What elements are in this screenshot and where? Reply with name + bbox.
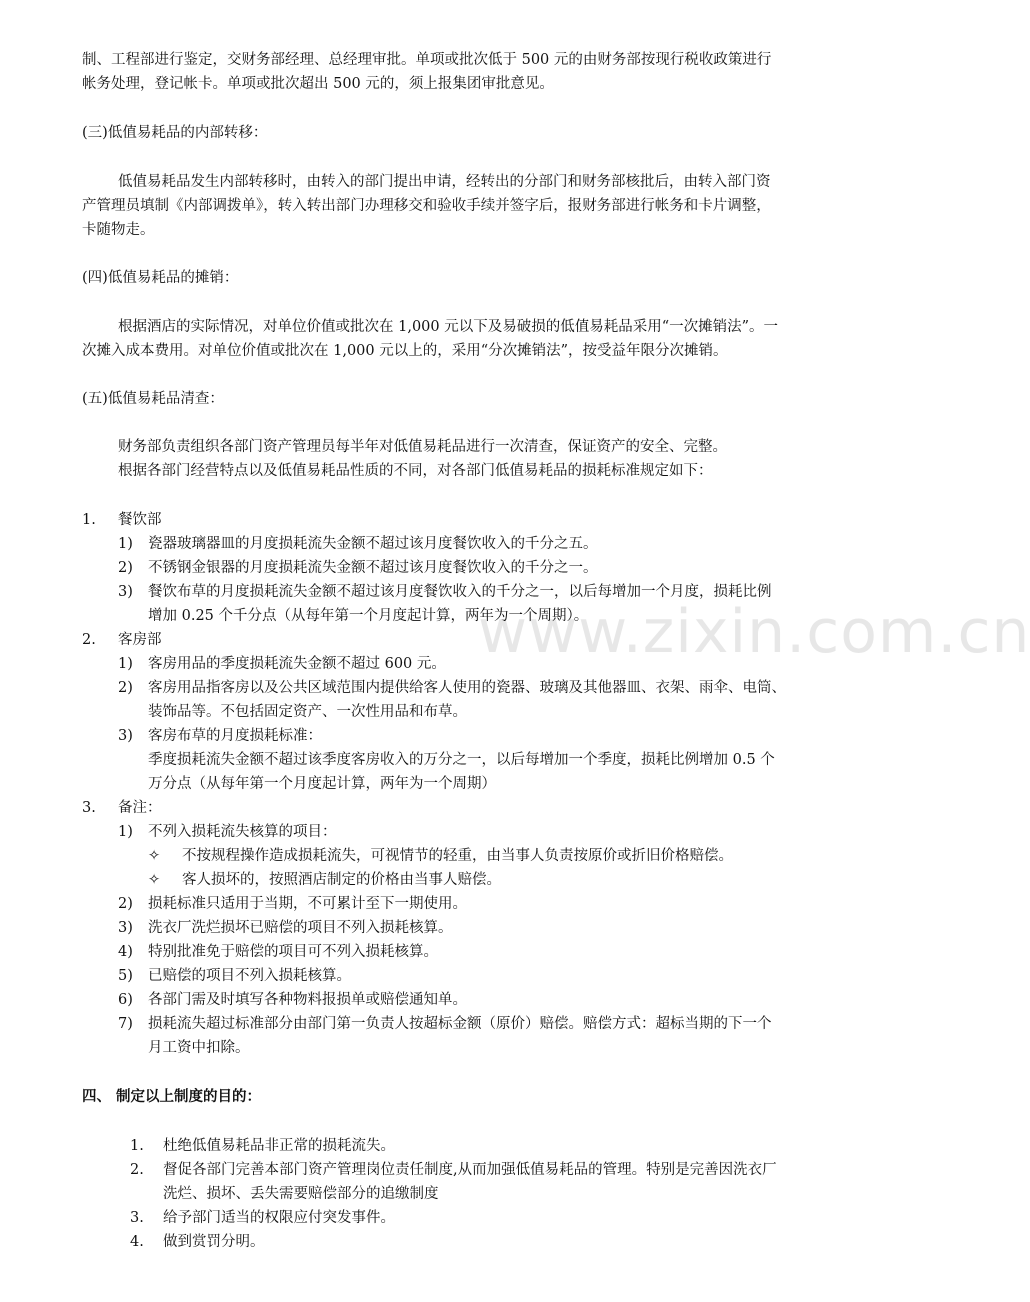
purpose-number: 3. <box>130 1210 144 1226</box>
sub-item-text: 瓷器玻璃器皿的月度损耗流失金额不超过该月度餐饮收入的千分之五。 <box>148 536 598 552</box>
section-3-heading: (三)低值易耗品的内部转移： <box>82 125 268 141</box>
sub-item-text: 客房用品的季度损耗流失金额不超过 600 元。 <box>148 656 446 672</box>
purpose-item: 给予部门适当的权限应付突发事件。 <box>163 1210 395 1226</box>
bullet-text: 客人损坏的，按照酒店制定的价格由当事人赔偿。 <box>182 872 501 888</box>
sub-item-text: 不锈钢金银器的月度损耗流失金额不超过该月度餐饮收入的千分之一。 <box>148 560 598 576</box>
sub-item-text: 客房布草的月度损耗标准： <box>148 728 322 744</box>
section-four-heading: 四、 制定以上制度的目的： <box>82 1088 262 1105</box>
sub-item-number: 7) <box>118 1016 133 1032</box>
sub-item-number: 5) <box>118 968 133 984</box>
diamond-bullet-icon: ✧ <box>148 872 161 888</box>
sub-item-number: 1) <box>118 656 133 672</box>
sub-item-text: 特别批准免于赔偿的项目可不列入损耗核算。 <box>148 944 438 960</box>
sub-item-text: 万分点（从每年第一个月度起计算，两年为一个周期） <box>148 776 496 792</box>
sub-item-text: 餐饮布草的月度损耗流失金额不超过该月度餐饮收入的千分之一，以后每增加一个月度，损耗比例 <box>148 584 772 600</box>
sub-item-text: 各部门需及时填写各种物料报损单或赔偿通知单。 <box>148 992 467 1008</box>
sub-item-text: 月工资中扣除。 <box>148 1040 250 1056</box>
list-item-title: 备注： <box>118 800 162 816</box>
sub-item-text: 不列入损耗流失核算的项目： <box>148 824 337 840</box>
sub-item-text: 客房用品指客房以及公共区域范围内提供给客人使用的瓷器、玻璃及其他器皿、衣架、雨伞、电筒、 <box>148 680 786 696</box>
purpose-item: 督促各部门完善本部门资产管理岗位责任制度,从而加强低值易耗品的管理。特别是完善因洗衣厂 <box>163 1162 777 1178</box>
section-3-paragraph: 产管理员填制《内部调拨单》，转入转出部门办理移交和验收手续并签字后，报财务部进行帐务和卡片调整， <box>82 198 771 214</box>
sub-item-number: 1) <box>118 824 133 840</box>
section-5-paragraph: 根据各部门经营特点以及低值易耗品性质的不同，对各部门低值易耗品的损耗标准规定如下： <box>118 463 713 479</box>
purpose-item: 做到赏罚分明。 <box>163 1234 265 1250</box>
diamond-bullet-icon: ✧ <box>148 848 161 864</box>
sub-item-number: 2) <box>118 680 133 696</box>
sub-item-text: 洗衣厂洗烂损坏已赔偿的项目不列入损耗核算。 <box>148 920 453 936</box>
sub-item-number: 2) <box>118 560 133 576</box>
section-4-heading: (四)低值易耗品的摊销： <box>82 270 239 286</box>
intro-line-2: 帐务处理，登记帐卡。单项或批次超出 500 元的，须上报集团审批意见。 <box>82 76 554 92</box>
sub-item-text: 损耗流失超过标准部分由部门第一负责人按超标金额（原价）赔偿。赔偿方式：超标当期的下一个 <box>148 1016 772 1032</box>
sub-item-text: 损耗标准只适用于当期，不可累计至下一期使用。 <box>148 896 467 912</box>
sub-item-text: 季度损耗流失金额不超过该季度客房收入的万分之一，以后每增加一个季度，损耗比例增加 0.5 个 <box>148 752 775 768</box>
sub-item-number: 1) <box>118 536 133 552</box>
sub-item-text: 增加 0.25 个千分点（从每年第一个月度起计算，两年为一个周期）。 <box>148 608 589 624</box>
list-item-title: 餐饮部 <box>118 512 162 528</box>
list-number: 1. <box>82 512 96 528</box>
section-5-heading: (五)低值易耗品清查： <box>82 391 224 407</box>
sub-item-number: 3) <box>118 920 133 936</box>
purpose-number: 2. <box>130 1162 144 1178</box>
section-4-paragraph: 根据酒店的实际情况，对单位价值或批次在 1,000 元以下及易破损的低值易耗品采用“一次摊销法”。一 <box>118 319 779 335</box>
section-3-paragraph: 低值易耗品发生内部转移时，由转入的部门提出申请，经转出的分部门和财务部核批后，由转入部门资 <box>118 174 771 190</box>
section-3-paragraph: 卡随物走。 <box>82 222 155 238</box>
section-5-paragraph: 财务部负责组织各部门资产管理员每半年对低值易耗品进行一次清查，保证资产的安全、完整。 <box>118 439 727 455</box>
sub-item-number: 3) <box>118 728 133 744</box>
purpose-number: 1. <box>130 1138 144 1154</box>
purpose-item: 洗烂、损坏、丢失需要赔偿部分的追缴制度 <box>163 1186 439 1202</box>
purpose-item: 杜绝低值易耗品非正常的损耗流失。 <box>163 1138 395 1154</box>
sub-item-text: 装饰品等。不包括固定资产、一次性用品和布草。 <box>148 704 467 720</box>
intro-line-1: 制、工程部进行鉴定，交财务部经理、总经理审批。单项或批次低于 500 元的由财务部按现行税收政策进行 <box>82 52 772 68</box>
list-number: 2. <box>82 632 96 648</box>
list-number: 3. <box>82 800 96 816</box>
sub-item-number: 4) <box>118 944 133 960</box>
sub-item-number: 6) <box>118 992 133 1008</box>
section-4-paragraph: 次摊入成本费用。对单位价值或批次在 1,000 元以上的，采用“分次摊销法”，按受益年限分次摊销。 <box>82 343 728 359</box>
purpose-number: 4. <box>130 1234 144 1250</box>
sub-item-text: 已赔偿的项目不列入损耗核算。 <box>148 968 351 984</box>
watermark: www.zixin.com.cn <box>478 597 1030 667</box>
sub-item-number: 2) <box>118 896 133 912</box>
list-item-title: 客房部 <box>118 632 162 648</box>
bullet-text: 不按规程操作造成损耗流失，可视情节的轻重，由当事人负责按原价或折旧价格赔偿。 <box>182 848 733 864</box>
sub-item-number: 3) <box>118 584 133 600</box>
